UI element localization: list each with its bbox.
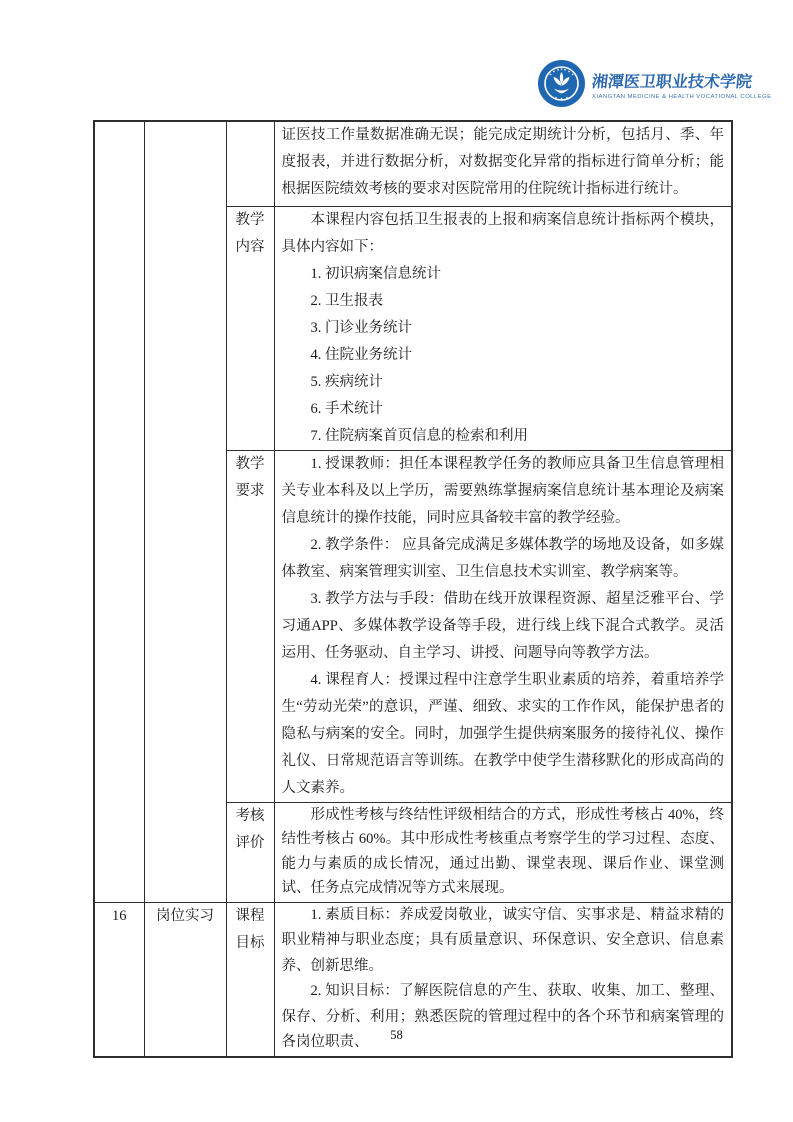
paragraph: 2. 知识目标：了解医院信息的产生、获取、收集、加工、整理、保存、分析、利用；熟悉医院的管理过程中的各个环节和病案管理的各岗位职责、 <box>281 983 724 1050</box>
course-objectives-label: 课程目标 <box>235 907 265 951</box>
list-item: 3. 门诊业务统计 <box>310 319 412 336</box>
college-logo <box>538 60 771 107</box>
row-label-teaching-requirements <box>226 450 274 802</box>
list-item: 4. 住院业务统计 <box>310 346 412 363</box>
assessment-cell <box>274 802 732 902</box>
row-label-empty <box>226 121 274 206</box>
row-label-assessment <box>226 802 274 902</box>
row-label-teaching-content <box>226 206 274 450</box>
list-item: 7. 住院病案首页信息的检索和利用 <box>310 427 528 444</box>
teaching-content-intro: 本课程内容包括卫生报表的上报和病案信息统计指标两个模块，具体内容如下： <box>281 211 724 255</box>
teaching-content-cell <box>274 206 732 450</box>
paragraph: 2. 教学条件： 应具备完成满足多媒体教学的场地及设备，如多媒体教室、病案管理实训室、卫生信息技术实训室、教学病案等。 <box>281 536 724 580</box>
list-item: 2. 卫生报表 <box>310 292 383 309</box>
page-number: 58 <box>390 1028 403 1042</box>
list-item: 5. 疾病统计 <box>310 373 383 390</box>
course-module-cell: 岗位实习 <box>144 902 226 1057</box>
teaching-requirements-cell <box>274 450 732 802</box>
paragraph: 3. 教学方法与手段：借助在线开放课程资源、超星泛雅平台、学习通APP、多媒体教学设备等手段，进行线上线下混合式教学。灵活运用、任务驱动、自主学习、讲授、问题导向等教学方法。 <box>281 590 724 661</box>
table-row <box>94 121 732 206</box>
paragraph: 1. 素质目标：养成爱岗敬业，诚实守信、实事求是、精益求精的职业精神与职业态度；具有质量意识、环保意识、安全意识、信息素养、创新思维。 <box>281 906 724 974</box>
paragraph: 4. 课程育人：授课过程中注意学生职业素质的培养，着重培养学生“劳动光荣”的意识，严谨、细致、求实的工作作风，能保护患者的隐私与病案的安全。同时，加强学生提供病案服务的接待礼仪、操作礼仪、日常规范语言等训练。在教学中使学生潜移默化的形成高尚的人文素养。 <box>281 671 724 796</box>
teaching-content-label: 教学内容 <box>235 211 265 255</box>
course-number-cell: 16 <box>94 902 144 1057</box>
course-outline-table <box>93 120 733 1058</box>
list-item: 6. 手术统计 <box>310 400 383 417</box>
continuation-text: 证医技工作量数据准确无误；能完成定期统计分析，包括月、季、年度报表，并进行数据分析，对数据变化异常的指标进行简单分析；能根据医院绩效考核的要求对医院常用的住院统计指标进行统计。 <box>281 127 724 197</box>
college-name-en: XIANGTAN MEDICINE & HEALTH VOCATIONAL COLLEGE <box>592 94 772 100</box>
college-name-block <box>592 60 771 100</box>
list-item: 1. 初识病案信息统计 <box>310 265 441 282</box>
continuation-text-cell <box>274 121 732 206</box>
college-name-zh: 湘潭医卫职业技术学院 <box>590 74 753 91</box>
paragraph: 形成性考核与终结性评级相结合的方式，形成性考核占 40%，终结性考核占 60%。其中形成性考核重点考察学生的学习过程、态度、能力与素质的成长情况，通过出勤、课堂表现、课后作业、课堂测试、任务点完成情况等方式来展现。 <box>281 806 724 896</box>
course-module-cell-empty <box>144 121 226 902</box>
teaching-requirements-label: 教学要求 <box>235 455 265 499</box>
course-number-cell-empty <box>94 121 144 902</box>
assessment-label: 考核评价 <box>235 807 265 851</box>
college-emblem-icon <box>538 60 585 107</box>
paragraph: 1. 授课教师：担任本课程教学任务的教师应具备卫生信息管理相关专业本科及以上学历，需要熟练掌握病案信息统计基本理论及病案信息统计的操作技能，同时应具备较丰富的教学经验。 <box>281 455 724 526</box>
